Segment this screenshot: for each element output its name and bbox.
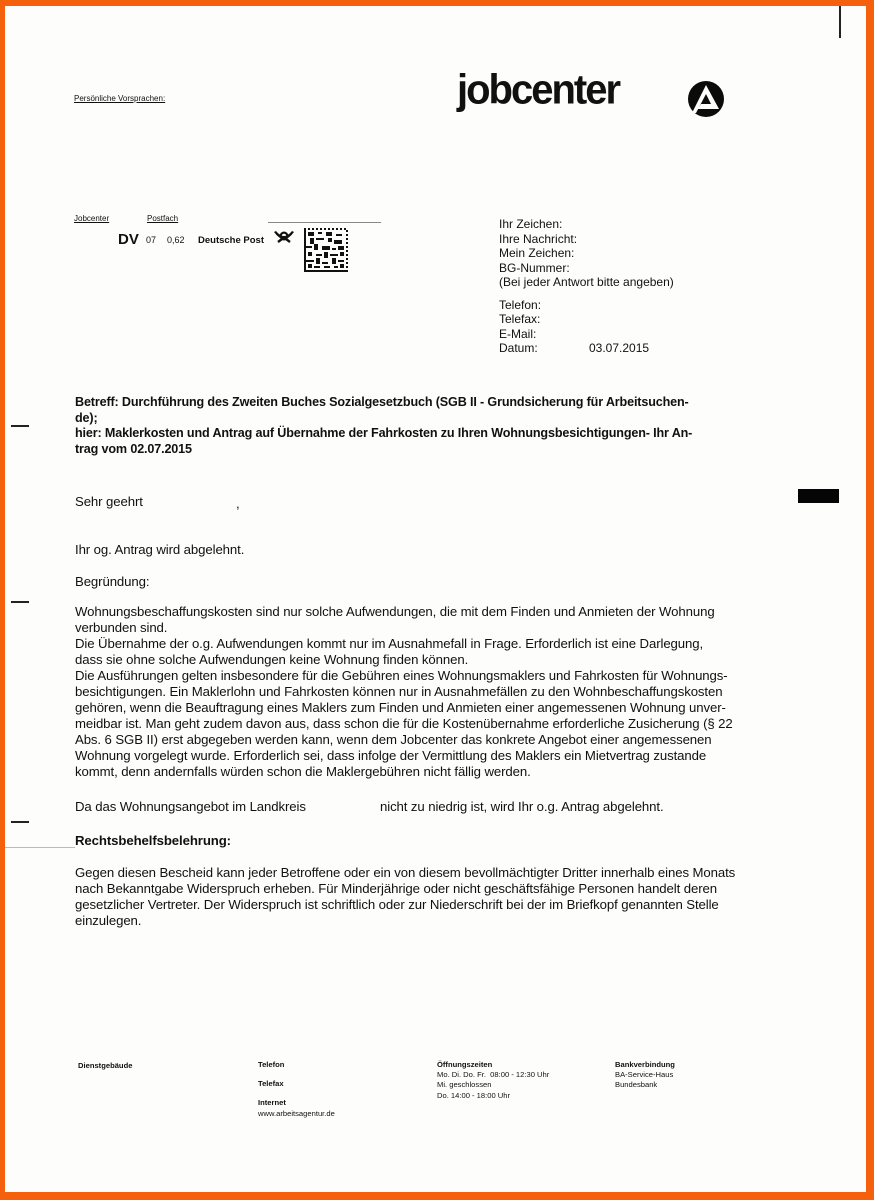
bank-line: BA-Service-Haus <box>615 1070 674 1080</box>
legal-heading: Rechtsbehelfsbelehrung: <box>75 833 231 848</box>
bg-nummer-label: BG-Nummer: <box>499 260 570 275</box>
legal-line: gesetzlicher Vertreter. Der Widerspruch ist schriftlich oder zur Niederschrift bei der im Briefkopf genannten Stelle <box>75 897 719 912</box>
jobcenter-logo-text: jobcenter <box>457 66 620 114</box>
carrier-name: Deutsche Post <box>198 235 264 246</box>
footer-dienstgebaeude: Dienstgebäude <box>78 1061 133 1070</box>
reason-paragraph <box>75 604 733 780</box>
reason-line: Wohnung vorgelegt wurde. Erforderlich sei, dass infolge der Vermittlung des Maklers ein Mietvertrag zustande <box>75 748 707 763</box>
address-window-line <box>268 222 381 223</box>
mein-zeichen-label: Mein Zeichen: <box>499 246 575 260</box>
footer-contact <box>258 1060 335 1119</box>
datamatrix-icon <box>304 228 348 272</box>
reason-line: verbunden sind. <box>75 620 168 635</box>
telefon-label: Telefon: <box>499 297 542 312</box>
reason-line: dass sie ohne solche Aufwendungen keine Wohnung finden können. <box>75 652 469 667</box>
franking-value: 0,62 <box>167 235 185 245</box>
decision-text: Ihr og. Antrag wird abgelehnt. <box>75 542 245 557</box>
subject-block <box>75 395 692 457</box>
reference-hint: (Bei jeder Antwort bitte angeben) <box>499 275 674 289</box>
salutation: Sehr geehrt <box>75 494 143 509</box>
email-label: E-Mail: <box>499 326 537 341</box>
subject-line: trag vom 02.07.2015 <box>75 441 192 456</box>
legal-line: nach Bekanntgabe Widerspruch erheben. Für Minderjährige oder nicht geschäftsfähige Personen handelt deren <box>75 881 717 896</box>
footer-internet-label: Internet <box>258 1098 286 1108</box>
franking-code: DV <box>118 231 139 248</box>
bank-line: Bundesbank <box>615 1080 658 1090</box>
subject-line: de); <box>75 410 98 425</box>
datum-value: 03.07.2015 <box>589 341 650 355</box>
redaction-block <box>798 489 839 503</box>
salutation-comma: , <box>236 496 240 511</box>
subject-line: hier: Maklerkosten und Antrag auf Übernahme der Fahrkosten zu Ihren Wohnungsbesichtigungen- Ihr An- <box>75 426 693 440</box>
letter-page <box>5 6 866 1192</box>
punch-mark <box>11 601 29 603</box>
sender-jobcenter: Jobcenter <box>74 214 110 223</box>
reason-line: meidbar ist. Man geht zudem davon aus, dass schon die für die Kostenübernahme erforderliche Zusicherung (§ 22 <box>75 716 733 731</box>
reason-line: besichtigungen. Ein Maklerlohn und Fahrkosten können nur in Ausnahmefällen zu den Wohnbeschaffungskosten <box>75 684 723 699</box>
reason-line: gehören, wenn die Beauftragung eines Maklers zum Finden und Anmieten einer angemessenen Wohnung unver- <box>75 700 726 715</box>
footer-internet-link[interactable]: www.arbeitsagentur.de <box>258 1108 335 1118</box>
legal-line: Gegen diesen Bescheid kann jeder Betroffene oder ein von diesem bevollmächtigter Dritter innerhalb eines Monats <box>75 865 736 880</box>
fold-mark-top <box>11 425 29 427</box>
footer-telefax: Telefax <box>258 1079 284 1089</box>
reference-block <box>499 217 674 356</box>
conclusion-part-1: Da das Wohnungsangebot im Landkreis <box>75 799 306 814</box>
ihr-zeichen-label: Ihr Zeichen: <box>499 217 563 231</box>
legal-paragraph <box>75 865 735 929</box>
fold-mark-bottom <box>11 821 29 823</box>
date-row <box>499 341 674 356</box>
posthorn-icon <box>272 230 296 246</box>
crop-mark <box>839 6 841 38</box>
arbeitsagentur-a-icon <box>687 80 725 118</box>
opening-hours-line: Mi. geschlossen <box>437 1080 492 1090</box>
datum-label: Datum: <box>499 341 538 355</box>
franking-number: 07 <box>146 235 157 245</box>
telefax-label: Telefax: <box>499 312 541 326</box>
reason-line: Die Übernahme der o.g. Aufwendungen kommt nur im Ausnahmefall in Frage. Erforderlich ist eine Darlegung, <box>75 636 704 651</box>
conclusion-part-2: nicht zu niedrig ist, wird Ihr o.g. Antrag abgelehnt. <box>380 799 664 814</box>
personal-visits-label: Persönliche Vorsprachen: <box>74 94 166 103</box>
scan-line <box>5 847 75 848</box>
reason-line: kommt, denn andernfalls würden schon die Maklergebühren nicht fällig werden. <box>75 764 531 779</box>
bank-label: Bankverbindung <box>615 1060 675 1069</box>
footer-telefon: Telefon <box>258 1060 285 1069</box>
reason-line: Die Ausführungen gelten insbesondere für die Gebühren eines Wohnungsmaklers und Fahrkosten für Wohnungs- <box>75 668 728 683</box>
subject-line: Betreff: Durchführung des Zweiten Buches Sozialgesetzbuch (SGB II - Grundsicherung für Arbeitsuchen- <box>75 395 689 409</box>
opening-hours-line: Mo. Di. Do. Fr. 08:00 - 12:30 Uhr <box>437 1070 550 1080</box>
sender-postfach: Postfach <box>147 214 179 223</box>
legal-line: einzulegen. <box>75 913 142 928</box>
reason-line: Abs. 6 SGB II) erst abgegeben werden kann, wenn dem Jobcenter das konkrete Angebot einer angemessenen <box>75 732 712 747</box>
opening-hours-line: Do. 14:00 - 18:00 Uhr <box>437 1090 511 1100</box>
footer-bank <box>615 1060 675 1091</box>
ihre-nachricht-label: Ihre Nachricht: <box>499 231 578 246</box>
reason-line: Wohnungsbeschaffungskosten sind nur solche Aufwendungen, die mit dem Finden und Anmieten der Wohnung <box>75 604 715 619</box>
opening-hours-label: Öffnungszeiten <box>437 1060 493 1069</box>
reason-heading: Begründung: <box>75 574 150 589</box>
footer-opening-hours <box>437 1060 549 1101</box>
